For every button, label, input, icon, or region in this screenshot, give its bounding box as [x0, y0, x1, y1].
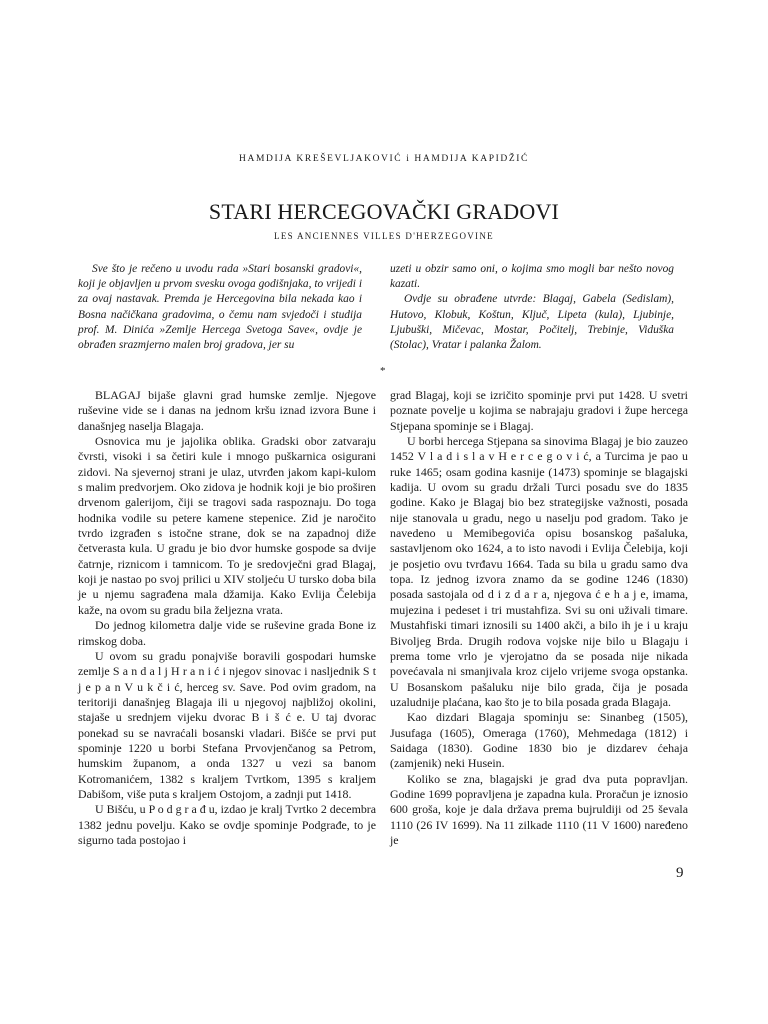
abstract-paragraph: uzeti u obzir samo oni, o kojima smo mogli bar nešto novog kazati. [390, 263, 674, 291]
body-paragraph: Do jednog kilometra dalje vide se ruševine grada Bone iz rimskog doba. [78, 618, 376, 648]
body-paragraph: grad Blagaj, koji se izričito spominje prvi put 1428. U svetri poznate povelje u kojima se nabrajaju gradovi i župe hercega Stjepana spominje se i Blagaj. [390, 388, 688, 433]
body-paragraph: Kao dizdari Blagaja spominju se: Sinanbeg (1505), Jusufaga (1605), Omeraga (1760), Mehmedaga (1812) i Saidaga (1830). Godine 1830 bio je dizdarev ćehaja (zamjenik) neki Husein. [390, 710, 688, 771]
article-authors: HAMDIJA KREŠEVLJAKOVIĆ i HAMDIJA KAPIDŽIĆ [239, 154, 529, 164]
body-paragraph: BLAGAJ bijaše glavni grad humske zemlje. Njegove ruševine vide se i danas na jednom kršu iznad izvora Bune i današnjeg naselja Blagaja. [78, 388, 376, 433]
page-number: 9 [676, 865, 684, 881]
body-paragraph: U ovom su gradu ponajviše boravili gospodari humske zemlje S a n d a l j H r a n i ć i njegov sinovac i nasljednik S t j e p a n V u k č i ć, herceg sv. Save. Pod ovim gradom, na teritoriji današnjeg Blagaja ili u njegovoj najbližoj okolini, stajaše u srednjem vijeku dvorac B i š ć e. U taj dvorac ponekad su se navraćali bosanski vladari. Bišće se prvi put spominje 1220 u borbi Stefana Prvovjenčanog sa Petrom, humskim županom, a onda 1327 u vezi sa banom Kotromanićem, 1382 s kraljem Tvrtkom, 1395 s kraljem Dabišom, više puta s kraljem Ostojom, a zadnji put 1418. [78, 648, 376, 801]
body-paragraph: Osnovica mu je jajolika oblika. Gradski obor zatvaraju čvrsti, visoki i sa četiri kule i mnogo puškarnica osigurani zidovi. Na sjevernoj strani je ulaz, utvrđen jakom kapi-kulom s malim predvorjem. Oko zidova je hodnik koji je bio proširen drvenom galerijom, čiji se tragovi sada raspoznaju. Do toga hodnika vodile su petere kamene stepenice. Zid je naročito tvrdo izgrađen s istočne strane, dok se na zapadnoj diže četverasta kula. U gradu je bio dvor humske gospode sa dvije čatrnje, riznicom i tamnicom. To je sredovječni grad Blagaj, koji je nastao po svoj prilici u XIV stoljeću U tursko doba bila je u njemu sagrađena mala džamija. Kako Evlija Čelebija kaže, na ovom su gradu bila željezna vrata. [78, 434, 376, 617]
article-title: STARI HERCEGOVAČKI GRADOVI [208, 199, 560, 224]
body-left-column [78, 388, 376, 848]
body-paragraph: Koliko se zna, blagajski je grad dva puta popravljan. Godine 1699 popravljena je zapadna kula. Proračun je iznosio 600 groša, koje je dala država prema bujruldiji od 25 ševala 1110 (26 IV 1699). Na 11 zilkade 1110 (11 V 1600) naređeno je [390, 771, 688, 847]
abstract-left-column [78, 262, 362, 353]
article-subtitle: LES ANCIENNES VILLES D'HERZEGOVINE [274, 231, 494, 241]
body-right-column [390, 388, 688, 848]
body-paragraph: U borbi hercega Stjepana sa sinovima Blagaj je bio zauzeo 1452 V l a d i s l a v H e r c e g o v i ć, a Turcima je pao u ruke 1465; osam godina kasnije (1473) spominje se blagajski kadija. U ovom su gradu držali Turci posadu sve do 1835 godine. Kako je Blagaj bio bez strategijske važnosti, posada nije stanovala u gradu, nego u naselju pod gradom. Tako je navedeno u Memibegovića opisu bosanskog pašaluka, sastavljenom oko 1624, a to isto navodi i Evlija Čelebija, koji je posjetio ovu tvrđavu 1664. Tada su bila u gradu samo dva topa. Iz jednog izvora znamo da se godine 1246 (1830) posada sastojala od d i z d a r a, njegova ć e h a j e, imama, mujezina i pedeset i tri mustahfiza. Svi su oni uživali timare. Mustahfiski timari iznosili su 1400 akči, a bilo ih je i u kraju Bivoljeg Brda. Drugih rodova vojske nije bilo u Blagaju i prema tome vrlo je vjerojatno da se posada nije nikada povećavala ni smanjivala kroz cijelo vrijeme svoga opstanka. U Bosanskom pašaluku nije bilo grada, čija je posada uzaludnije plaćana, kao što je to bila posada grada Blagaja. [390, 434, 688, 709]
abstract-paragraph: Sve što je rečeno u uvodu rada »Stari bosanski gradovi«, koji je objavljen u prvom svesku ovoga godišnjaka, to vrijedi i za ovaj nastavak. Premda je Hercegovina bila nekada kao i Bosna načičkana gradovima, o čemu nam svjedoči i studija prof. M. Dinića »Zemlje Hercega Svetoga Save«, ovdje je obrađen srazmjerno malen broj gradova, jer su [78, 263, 362, 352]
abstract-right-column [390, 262, 674, 353]
abstract-paragraph: Ovdje su obrađene utvrde: Blagaj, Gabela (Sedislam), Hutovo, Klobuk, Koštun, Ključ, Lipeta (kula), Ljubinje, Ljubuški, Mičevac, Mostar, Počitelj, Trebinje, Viduška (Stolac), Vratar i palanka Žalom. [390, 293, 674, 352]
body-paragraph: U Bišću, u P o d g r a đ u, izdao je kralj Tvrtko 2 decembra 1382 jednu povelju. Kako se ovdje spominje Podgrađe, to je sigurno tada postojao i [78, 802, 376, 847]
section-separator: * [380, 365, 386, 377]
